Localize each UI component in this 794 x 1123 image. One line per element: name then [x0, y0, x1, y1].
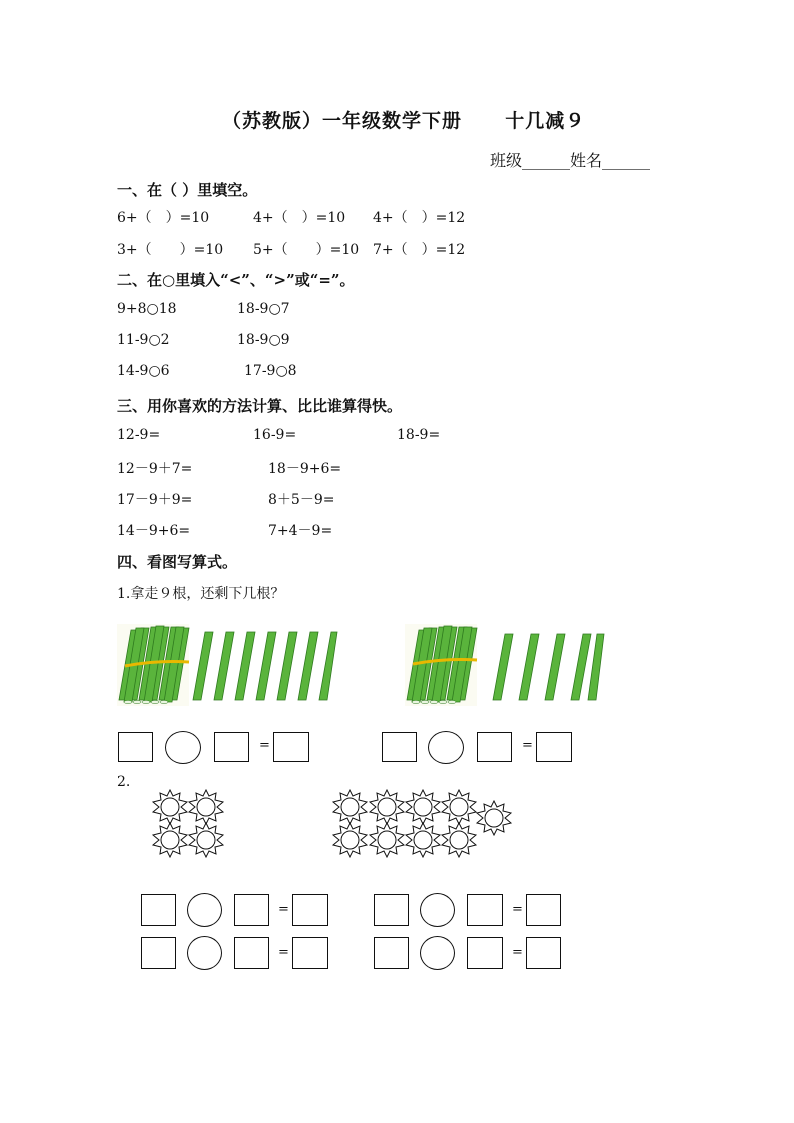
operator-circle[interactable]: [165, 731, 201, 764]
topic-text: 十几减９: [505, 110, 586, 132]
sun-icon: [370, 790, 404, 824]
result-box[interactable]: [292, 937, 328, 969]
s1-r1-c1: 6+（ ）=10: [117, 210, 210, 226]
operator-circle[interactable]: [420, 893, 455, 927]
s1-r2-c2: 5+（ ）=10: [253, 242, 360, 258]
sun-icons-right: [330, 790, 516, 860]
answer-box[interactable]: [374, 937, 409, 969]
s3-r4-c2: 7+4－9=: [268, 523, 333, 539]
section2-heading: 二、在○里填入“<”、“>”或“=”。: [117, 271, 355, 289]
s3-r2-c1: 12－9＋7=: [117, 461, 193, 477]
s3-r4-c1: 14－9+6=: [117, 523, 191, 539]
sun-icon: [442, 790, 476, 824]
operator-circle[interactable]: [187, 936, 222, 970]
sun-icon: [370, 823, 404, 857]
result-box[interactable]: [273, 732, 309, 762]
equals-sign: =: [522, 738, 533, 753]
s3-r1-c3: 18-9=: [397, 427, 441, 443]
s1-r1-c2: 4+（ ）=10: [253, 210, 346, 226]
result-box[interactable]: [526, 894, 561, 926]
section1-heading: 一、在（ ）里填空。: [117, 181, 258, 199]
equals-sign: =: [278, 902, 289, 917]
section3-heading: 三、用你喜欢的方法计算、比比谁算得快。: [117, 397, 403, 415]
s2-r2-c2: 18-9○9: [237, 332, 290, 348]
s3-r1-c2: 16-9=: [253, 427, 297, 443]
result-box[interactable]: [292, 894, 328, 926]
section4-heading: 四、看图写算式。: [117, 553, 238, 571]
s1-r2-c3: 7+（ ）=12: [373, 242, 466, 258]
s3-r2-c2: 18－9+6=: [268, 461, 342, 477]
result-box[interactable]: [526, 937, 561, 969]
sun-icon: [333, 790, 367, 824]
s3-r3-c2: 8＋5－9=: [268, 492, 335, 508]
s2-r3-c1: 14-9○6: [117, 363, 170, 379]
sun-icon: [189, 823, 223, 857]
operator-circle[interactable]: [187, 893, 222, 927]
answer-box[interactable]: [477, 732, 512, 762]
s2-r3-c2: 17-9○8: [244, 363, 297, 379]
answer-box[interactable]: [467, 937, 503, 969]
title-text: （苏教版）一年级数学下册: [222, 110, 463, 132]
answer-box[interactable]: [234, 894, 269, 926]
answer-box[interactable]: [118, 732, 153, 762]
answer-box[interactable]: [214, 732, 249, 762]
equals-sign: =: [278, 945, 289, 960]
operator-circle[interactable]: [420, 936, 455, 970]
sun-icon: [189, 790, 223, 824]
s3-r3-c1: 17－9＋9=: [117, 492, 193, 508]
result-box[interactable]: [536, 732, 572, 762]
sun-icon: [442, 823, 476, 857]
answer-box[interactable]: [141, 894, 176, 926]
stick-bundle-picture-left: [117, 624, 337, 706]
sun-icon: [406, 790, 440, 824]
worksheet-title: [222, 106, 585, 133]
s3-r1-c1: 12-9=: [117, 427, 161, 443]
sun-icon: [333, 823, 367, 857]
s2-r2-c1: 11-9○2: [117, 332, 170, 348]
answer-box[interactable]: [467, 894, 503, 926]
answer-box[interactable]: [374, 894, 409, 926]
answer-box[interactable]: [234, 937, 269, 969]
class-name-line: 班级______姓名______: [490, 151, 651, 170]
sun-icon: [153, 823, 187, 857]
answer-box[interactable]: [141, 937, 176, 969]
stick-bundle-picture-right: [405, 624, 605, 706]
s2-r1-c1: 9+8○18: [117, 301, 177, 317]
equals-sign: =: [512, 945, 523, 960]
sun-icons-left: [150, 790, 230, 860]
operator-circle[interactable]: [428, 731, 464, 764]
s1-r1-c3: 4+（ ）=12: [373, 210, 466, 226]
equals-sign: =: [259, 738, 270, 753]
equals-sign: =: [512, 902, 523, 917]
loose-sticks: [193, 632, 337, 700]
sun-icon: [477, 801, 511, 835]
sun-icon: [406, 823, 440, 857]
q1-text: 1.拿走９根，还剩下几根？: [117, 586, 285, 602]
q2-text: 2.: [117, 774, 131, 790]
sun-icon: [153, 790, 187, 824]
answer-box[interactable]: [382, 732, 417, 762]
s2-r1-c2: 18-9○7: [237, 301, 290, 317]
s1-r2-c1: 3+（ ）=10: [117, 242, 224, 258]
